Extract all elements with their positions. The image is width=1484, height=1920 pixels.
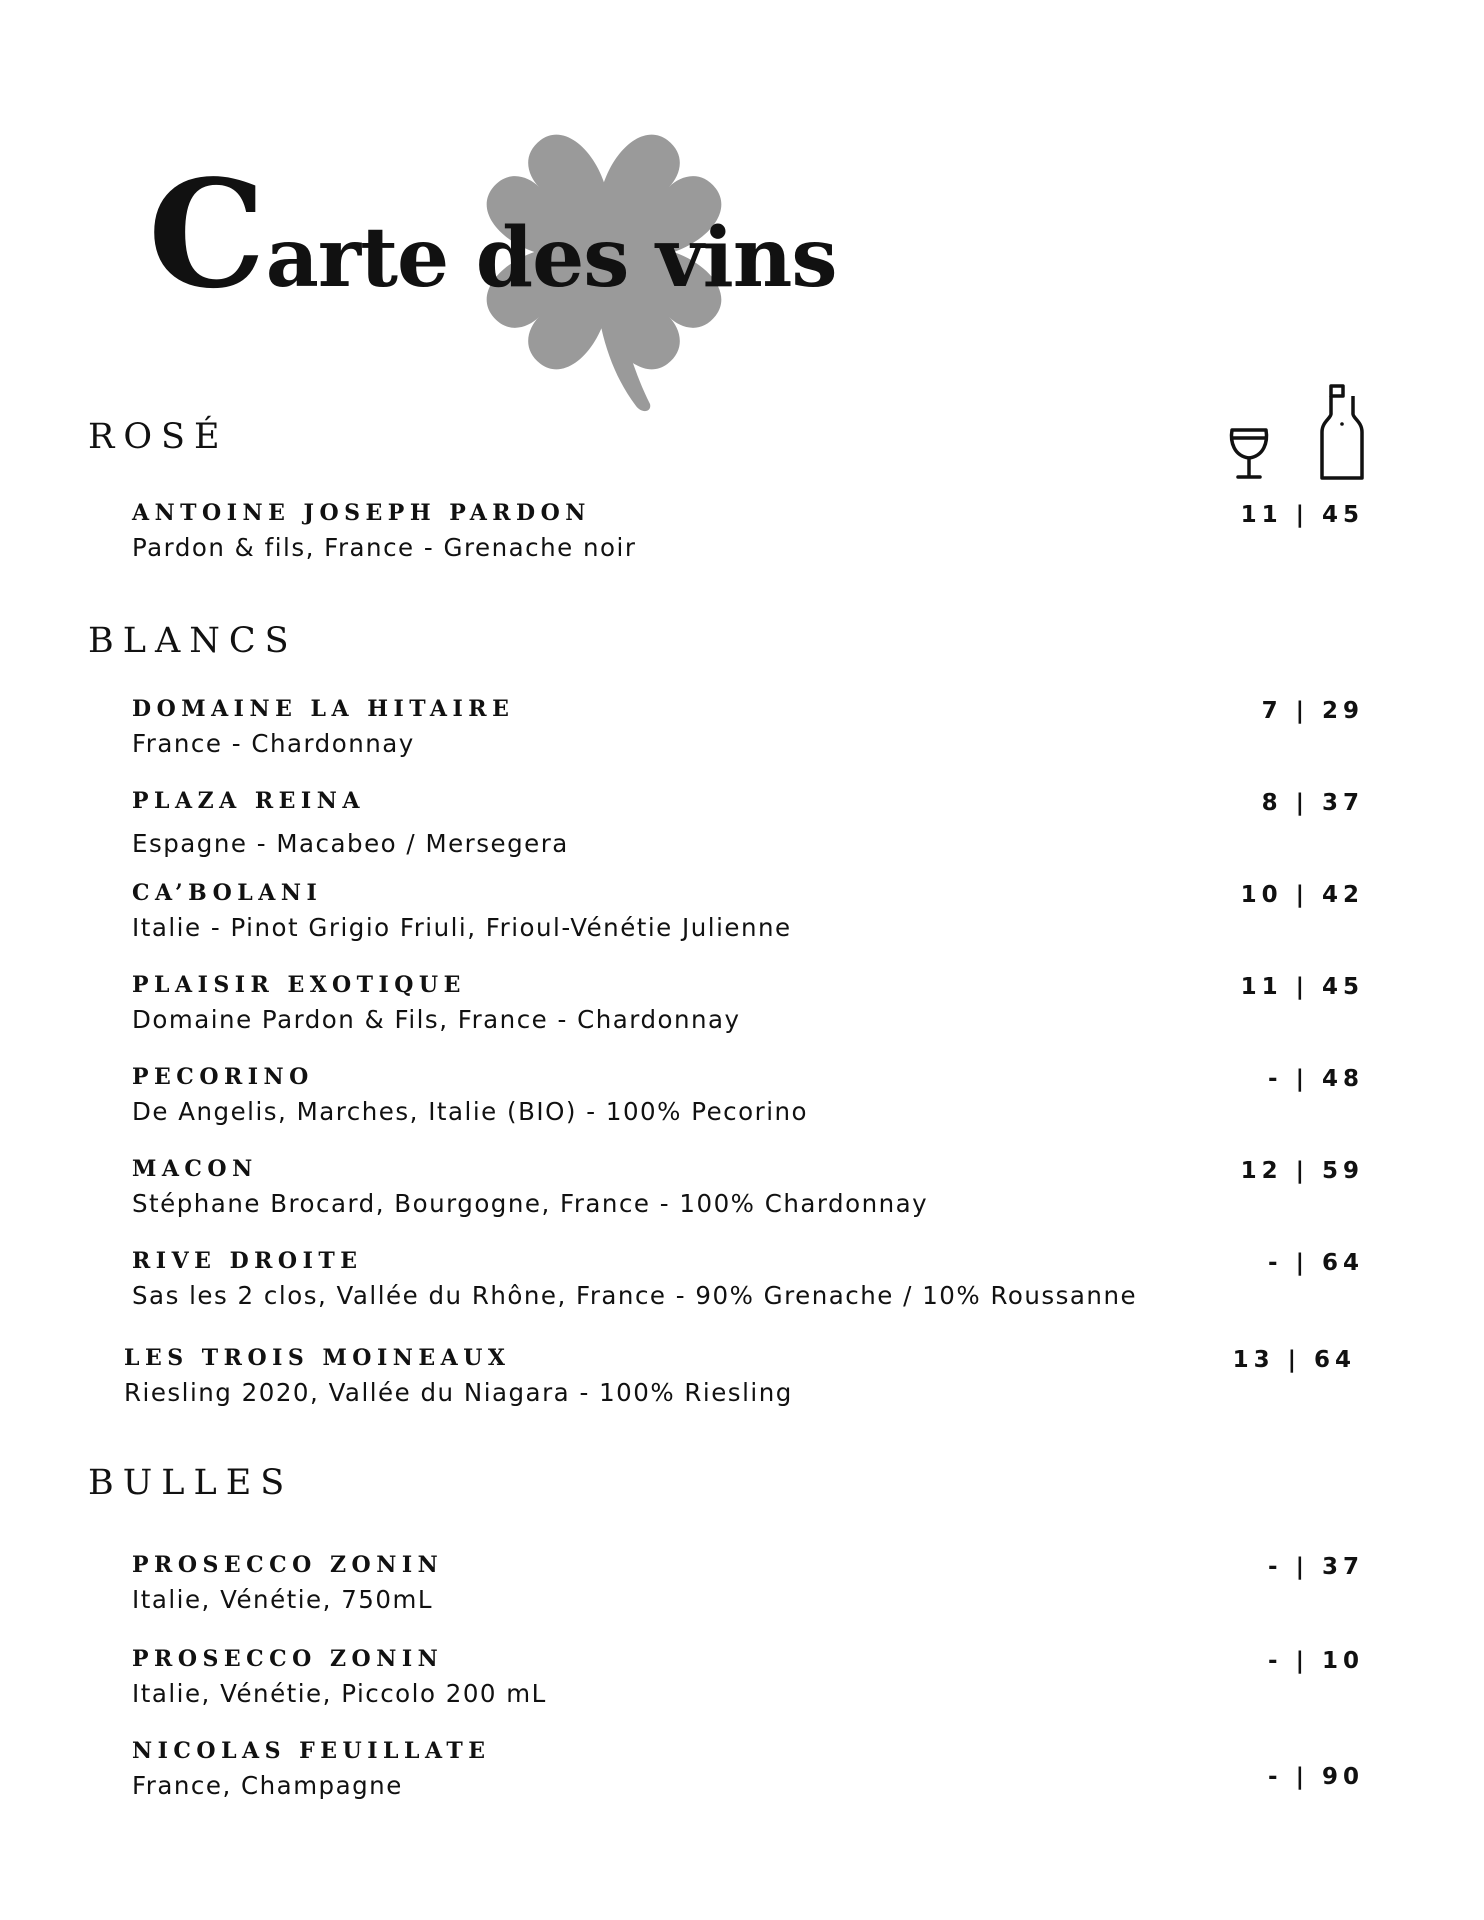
wine-name: ANTOINE JOSEPH PARDON bbox=[132, 500, 591, 526]
wine-price: 7 | 29 bbox=[1261, 698, 1364, 724]
wine-name: PROSECCO ZONIN bbox=[132, 1646, 444, 1672]
wine-item bbox=[132, 974, 1364, 1054]
wine-name: RIVE DROITE bbox=[132, 1248, 363, 1274]
wine-name: MACON bbox=[132, 1156, 258, 1182]
wine-name: PLAZA REINA bbox=[132, 788, 365, 814]
wine-description: Sas les 2 clos, Vallée du Rhône, France - 90% Grenache / 10% Roussanne bbox=[132, 1281, 1138, 1310]
wine-item bbox=[132, 698, 1364, 778]
wine-name: PROSECCO ZONIN bbox=[132, 1552, 444, 1578]
title-initial: C bbox=[148, 147, 266, 321]
wine-price: - | 48 bbox=[1268, 1066, 1364, 1092]
section-title-rose: ROSÉ bbox=[88, 417, 229, 457]
wine-name: PLAISIR EXOTIQUE bbox=[132, 972, 466, 998]
wine-name: DOMAINE LA HITAIRE bbox=[132, 696, 515, 722]
wine-item bbox=[132, 1554, 1364, 1634]
wine-glass-icon bbox=[1232, 430, 1267, 477]
price-column-icons bbox=[1226, 384, 1366, 484]
wine-description: Italie, Vénétie, 750mL bbox=[132, 1585, 433, 1614]
wine-price: 10 | 42 bbox=[1240, 882, 1364, 908]
wine-price: 13 | 64 bbox=[1232, 1347, 1356, 1373]
wine-price: 11 | 45 bbox=[1240, 974, 1364, 1000]
page-title bbox=[148, 147, 837, 321]
wine-item bbox=[132, 790, 1364, 870]
wine-name: NICOLAS FEUILLATE bbox=[132, 1738, 491, 1764]
wine-item bbox=[132, 1066, 1364, 1146]
wine-description: Pardon & fils, France - Grenache noir bbox=[132, 533, 637, 562]
wine-item bbox=[132, 1648, 1364, 1728]
wine-name: CA’BOLANI bbox=[132, 880, 323, 906]
wine-price: - | 64 bbox=[1268, 1250, 1364, 1276]
wine-description: Domaine Pardon & Fils, France - Chardonnay bbox=[132, 1005, 741, 1034]
wine-description: France, Champagne bbox=[132, 1771, 403, 1800]
wine-description: Italie - Pinot Grigio Friuli, Frioul-Vénétie Julienne bbox=[132, 913, 792, 942]
wine-bottle-icon bbox=[1322, 386, 1362, 478]
wine-description: Espagne - Macabeo / Mersegera bbox=[132, 829, 569, 858]
wine-description: France - Chardonnay bbox=[132, 729, 415, 758]
wine-name: PECORINO bbox=[132, 1064, 314, 1090]
wine-price: - | 37 bbox=[1268, 1554, 1364, 1580]
wine-price: 12 | 59 bbox=[1240, 1158, 1364, 1184]
wine-description: De Angelis, Marches, Italie (BIO) - 100% Pecorino bbox=[132, 1097, 809, 1126]
section-title-blancs: BLANCS bbox=[88, 621, 298, 661]
wine-item bbox=[132, 1158, 1364, 1238]
wine-item bbox=[132, 882, 1364, 962]
wine-price: 8 | 37 bbox=[1261, 790, 1364, 816]
wine-name: LES TROIS MOINEAUX bbox=[124, 1345, 511, 1371]
wine-description: Riesling 2020, Vallée du Niagara - 100% Riesling bbox=[124, 1378, 793, 1407]
wine-price: - | 90 bbox=[1268, 1764, 1364, 1790]
wine-price: 11 | 45 bbox=[1240, 502, 1364, 528]
wine-item bbox=[132, 502, 1364, 582]
section-title-bulles: BULLES bbox=[88, 1463, 294, 1503]
wine-price: - | 10 bbox=[1268, 1648, 1364, 1674]
wine-item bbox=[132, 1740, 1364, 1820]
wine-item bbox=[132, 1250, 1364, 1330]
wine-description: Stéphane Brocard, Bourgogne, France - 100% Chardonnay bbox=[132, 1189, 929, 1218]
wine-item bbox=[124, 1347, 1356, 1427]
title-rest: arte des vins bbox=[265, 210, 837, 306]
wine-description: Italie, Vénétie, Piccolo 200 mL bbox=[132, 1679, 547, 1708]
